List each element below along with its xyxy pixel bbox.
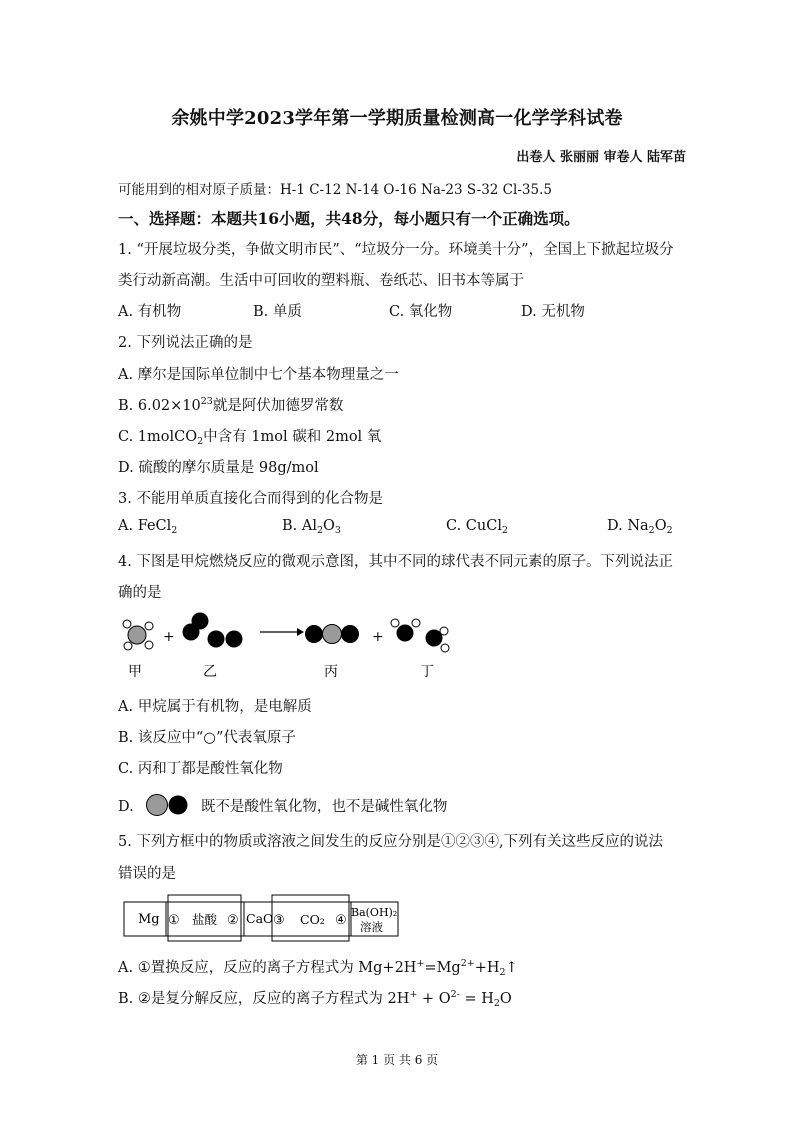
label-bing: 丙 [324, 664, 338, 680]
circle-4: ④ [335, 913, 347, 928]
exam-title: 余姚中学2023学年第一学期质量检测高一化学学科试卷 [171, 108, 623, 129]
q3-option-d: D. $Na_2O_2$ [607, 518, 673, 536]
q3-option-b: B. $Al_2O_3$ [282, 518, 341, 536]
q4-option-d: D. 既不是酸性氧化物，也不是碱性氧化物 [118, 793, 447, 817]
q5-option-b: B. ②是复分解反应，反应的离子方程式为 $2H^+ + O^{2-} = H_2O$ [118, 989, 512, 1009]
reaction-boxes-diagram [120, 892, 410, 942]
q3-option-a: A. FeCl$_2$ [118, 518, 178, 536]
q1-option-c: C. 氧化物 [389, 304, 453, 320]
section-heading: 一、选择题：本题共16小题，共48分，每小题只有一个正确选项。 [118, 209, 580, 228]
q1-option-b: B. 单质 [253, 304, 302, 320]
q5-option-a: A. ①置换反应，反应的离子方程式为 $Mg+2H^+=Mg^{2+}+H_2↑$ [118, 958, 518, 978]
circle-3: ③ [273, 913, 285, 928]
circle-2: ② [227, 913, 239, 928]
q4-option-a: A. 甲烷属于有机物，是电解质 [118, 699, 312, 715]
q2-option-d: D. 硫酸的摩尔质量是 98g/mol [118, 460, 319, 476]
molecule-ding [391, 619, 449, 652]
page-footer: 第 1 页 共 6 页 [355, 1053, 439, 1067]
q1-option-d: D. 无机物 [521, 304, 585, 320]
q4-option-b: B. 该反应中“○”代表氧原子 [118, 730, 296, 746]
methane-reaction-diagram [110, 608, 470, 682]
q3-stem: 3. 不能用单质直接化合而得到的化合物是 [118, 491, 383, 507]
box-co2: CO₂ [300, 912, 325, 927]
q4-stem-line2: 确的是 [118, 585, 162, 601]
circle-1: ① [168, 913, 180, 928]
plus-sign-2: + [372, 629, 384, 645]
box-hydrochloric-acid: 盐酸 [192, 912, 218, 927]
co-molecule-icon [144, 793, 194, 817]
authors-line: 出卷人 张丽丽 审卷人 陆军苗 [516, 150, 686, 165]
label-jia: 甲 [128, 664, 142, 680]
q3-option-c: C. CuCl$_2$ [446, 518, 509, 536]
q2-option-b: B. $6.02\times 10^{23}$就是阿伏加德罗常数 [118, 396, 344, 414]
box-baoh2: Ba(OH)₂ [351, 906, 398, 919]
q1-stem-line2: 类行动新高潮。生活中可回收的塑料瓶、卷纸芯、旧书本等属于 [118, 273, 524, 289]
box-mg: Mg [138, 912, 160, 927]
q2-option-a: A. 摩尔是国际单位制中七个基本物理量之一 [118, 367, 399, 383]
q4-option-c: C. 丙和丁都是酸性氧化物 [118, 761, 283, 777]
molecule-yi [183, 613, 243, 648]
q5-stem-line2: 错误的是 [118, 866, 176, 882]
q1-option-a: A. 有机物 [118, 304, 182, 320]
plus-sign-1: + [163, 629, 175, 645]
q5-stem-line1: 5. 下列方框中的物质或溶液之间发生的反应分别是①②③④,下列有关这些反应的说法 [118, 834, 664, 850]
q1-stem-line1: 1. “开展垃圾分类，争做文明市民”、“垃圾分一分。环境美十分”，全国上下掀起垃圾分 [118, 242, 674, 258]
box-solution: 溶液 [360, 920, 383, 934]
label-yi: 乙 [203, 664, 217, 680]
q2-option-c: C. 1molCO$_2$中含有 1mol 碳和 2mol 氧 [118, 429, 382, 447]
molecule-jia [123, 620, 153, 650]
q2-stem: 2. 下列说法正确的是 [118, 335, 253, 351]
atomic-masses: 可能用到的相对原子质量：H-1 C-12 N-14 O-16 Na-23 S-32 Cl-35.5 [118, 182, 552, 198]
molecule-bing [305, 625, 359, 644]
label-ding: 丁 [420, 664, 434, 680]
q4-stem-line1: 4. 下图是甲烷燃烧反应的微观示意图，其中不同的球代表不同元素的原子。下列说法正 [118, 554, 673, 570]
reaction-arrow [260, 628, 304, 636]
box-cao: CaO [246, 911, 274, 926]
